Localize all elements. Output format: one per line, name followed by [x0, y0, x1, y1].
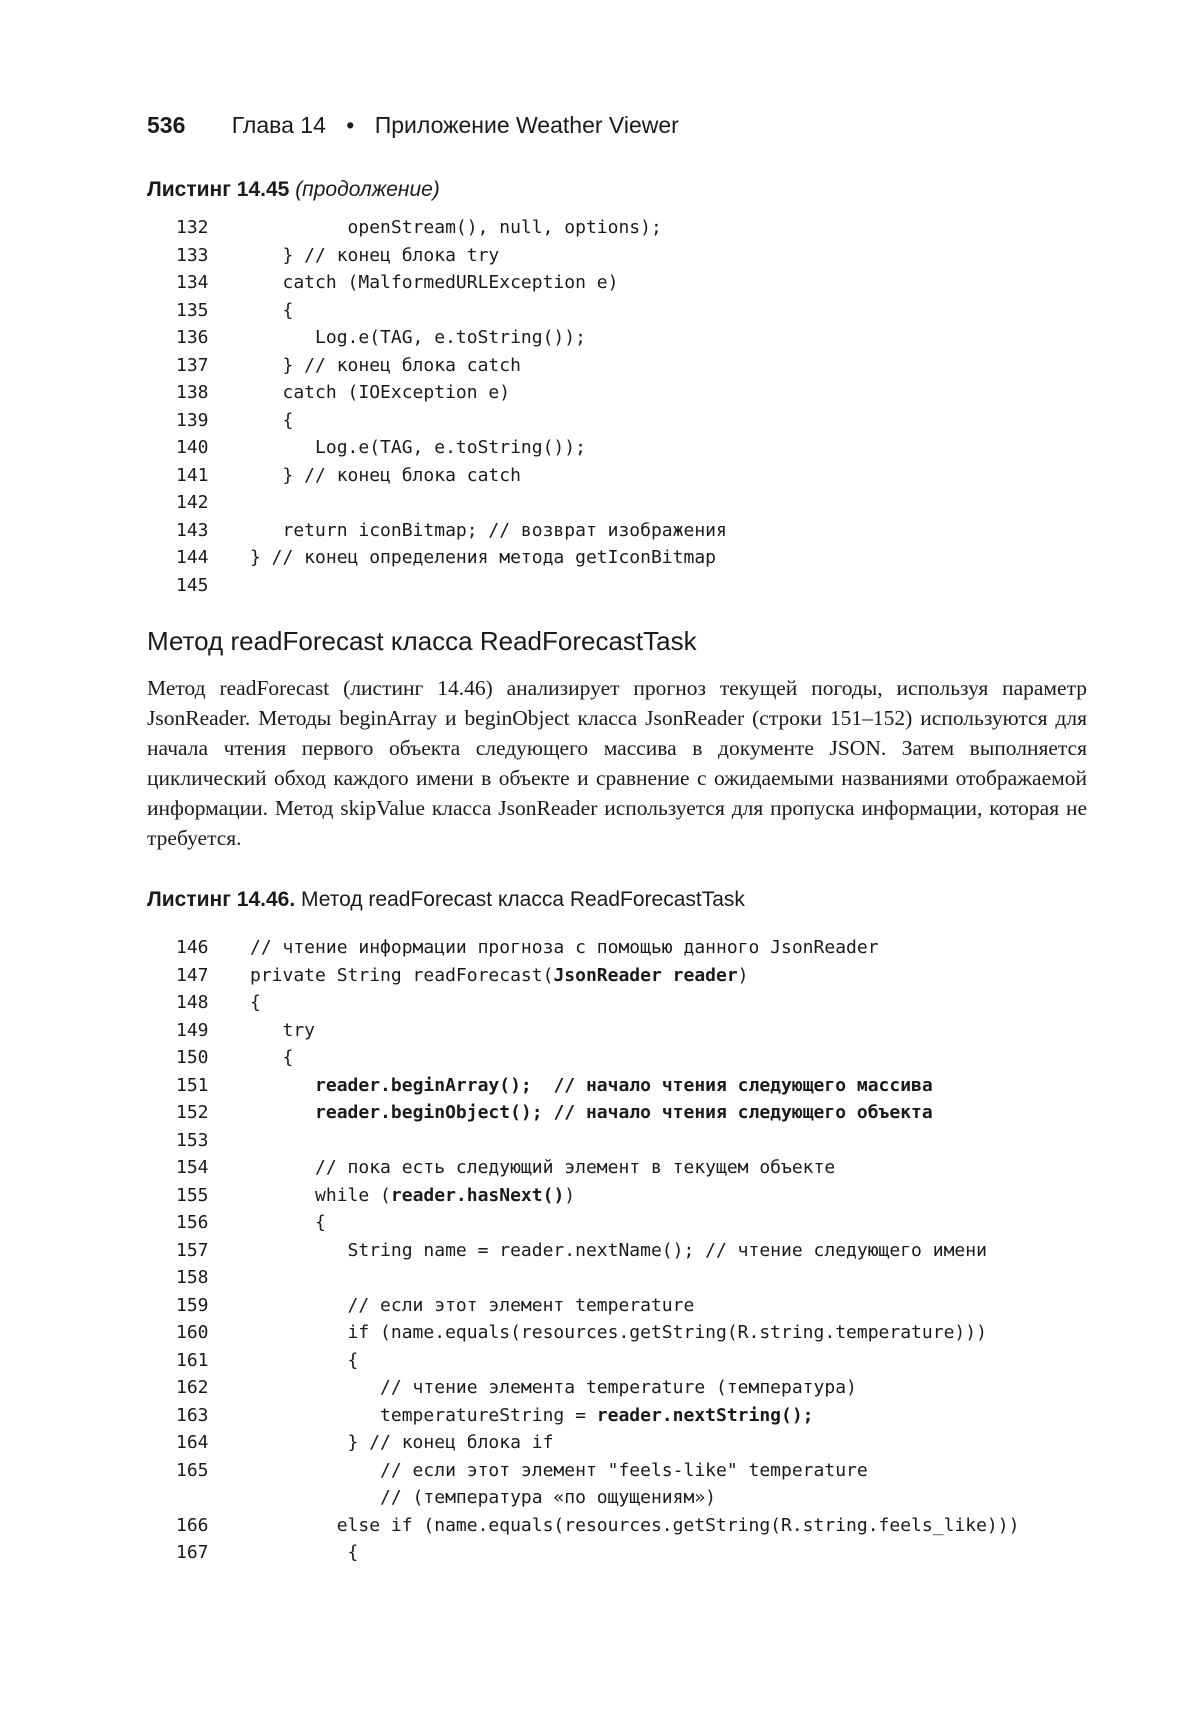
code-text: { [250, 1542, 359, 1563]
line-number: 145 [176, 574, 209, 596]
line-number: 139 [176, 409, 209, 431]
line-number: 151 [176, 1074, 209, 1096]
page-number: 536 [147, 112, 186, 138]
line-number: 135 [176, 299, 209, 321]
code-text: Log.e(TAG, e.toString()); [250, 327, 586, 348]
line-number: 163 [176, 1404, 209, 1426]
listing-title: Метод readForecast класса ReadForecastTask [301, 888, 745, 911]
listing-caption-14-46 [147, 888, 745, 912]
line-number: 164 [176, 1432, 209, 1453]
code-listing-14-46 [0, 934, 1200, 1567]
code-text: { [250, 1349, 359, 1371]
code-text [250, 1072, 933, 1100]
code-highlight: reader.beginArray(); // начало чтения следующего массива [315, 1074, 933, 1096]
listing-note: (продолжение) [295, 178, 440, 201]
code-line [0, 1374, 1200, 1402]
page-header [147, 112, 679, 139]
code-text: } // конец блока if [250, 1432, 554, 1453]
code-line [0, 1099, 1200, 1127]
code-line [0, 1402, 1200, 1430]
code-line [0, 407, 1200, 435]
line-number: 162 [176, 1377, 209, 1398]
line-number: 155 [176, 1184, 209, 1206]
line-number: 144 [176, 547, 209, 568]
line-number: 133 [176, 244, 209, 266]
code-text: // если этот элемент "feels-like" temperature [250, 1459, 868, 1481]
line-number: 152 [176, 1102, 209, 1123]
line-number: 167 [176, 1542, 209, 1563]
line-number: 138 [176, 382, 209, 403]
code-text: } // конец блока catch [250, 464, 521, 486]
code-line [0, 1457, 1200, 1485]
code-line [0, 1319, 1200, 1347]
line-number: 134 [176, 272, 209, 293]
code-line [0, 1292, 1200, 1320]
code-text: return iconBitmap; // возврат изображения [250, 519, 727, 541]
code-text [250, 1099, 933, 1127]
code-text: // (температура «по ощущениям») [250, 1487, 716, 1508]
code-line [0, 462, 1200, 490]
line-number: 159 [176, 1294, 209, 1316]
code-text: Log.e(TAG, e.toString()); [250, 437, 586, 458]
code-text: while (reader.hasNext()) [250, 1184, 576, 1206]
listing-caption-14-45 [147, 178, 440, 202]
code-line [0, 517, 1200, 545]
line-number: 148 [176, 992, 209, 1013]
code-line [0, 1017, 1200, 1045]
code-line [0, 1209, 1200, 1237]
code-text: else if (name.equals(resources.getString(R.string.feels_like))) [250, 1514, 1020, 1536]
code-line [0, 379, 1200, 407]
code-text: try [250, 1019, 316, 1041]
code-line [0, 242, 1200, 270]
code-line [0, 1264, 1200, 1292]
code-text: { [250, 299, 294, 321]
code-highlight: reader.hasNext() [390, 1184, 565, 1206]
code-text: catch (IOException e) [250, 382, 511, 403]
code-line [0, 324, 1200, 352]
code-text: // чтение элемента temperature (температура) [250, 1377, 857, 1398]
line-number: 160 [176, 1322, 209, 1343]
line-number: 146 [176, 937, 209, 958]
line-number: 150 [176, 1047, 209, 1068]
code-text: // чтение информации прогноза с помощью данного JsonReader [250, 937, 879, 958]
section-title: Метод readForecast класса ReadForecastTask [147, 626, 697, 656]
code-line [0, 962, 1200, 990]
code-line [0, 1429, 1200, 1457]
code-text: { [250, 1212, 326, 1233]
line-number: 142 [176, 492, 209, 513]
code-text: // если этот элемент temperature [250, 1294, 695, 1316]
line-number: 154 [176, 1157, 209, 1178]
code-text: { [250, 409, 294, 431]
code-line [0, 572, 1200, 600]
line-number: 166 [176, 1514, 209, 1536]
code-text: } // конец определения метода getIconBitmap [250, 547, 716, 568]
code-line [0, 544, 1200, 572]
code-line [0, 1347, 1200, 1375]
code-text: } // конец блока catch [250, 354, 521, 376]
code-text: private String readForecast(JsonReader reader) [250, 964, 749, 986]
code-line [0, 1512, 1200, 1540]
code-line [0, 352, 1200, 380]
line-number: 165 [176, 1459, 209, 1481]
code-text: catch (MalformedURLException e) [250, 272, 619, 293]
code-line [0, 434, 1200, 462]
code-highlight: JsonReader reader [553, 964, 738, 986]
line-number: 140 [176, 437, 209, 458]
line-number: 136 [176, 327, 209, 348]
code-text: { [250, 992, 261, 1013]
line-number: 132 [176, 217, 209, 238]
code-line [0, 1044, 1200, 1072]
code-line [0, 297, 1200, 325]
code-highlight: reader.beginObject(); // начало чтения следующего объекта [315, 1102, 933, 1123]
code-text: { [250, 1047, 294, 1068]
chapter-label: Глава 14 [231, 112, 326, 138]
code-line [0, 1072, 1200, 1100]
code-text: String name = reader.nextName(); // чтение следующего имени [250, 1239, 987, 1261]
code-text: // пока есть следующий элемент в текущем объекте [250, 1157, 836, 1178]
code-line [0, 934, 1200, 962]
code-line [0, 1539, 1200, 1567]
line-number: 137 [176, 354, 209, 376]
listing-label: Листинг 14.45 [147, 178, 290, 201]
code-listing-14-45 [0, 214, 1200, 599]
line-number: 158 [176, 1267, 209, 1288]
code-line [0, 989, 1200, 1017]
line-number: 147 [176, 964, 209, 986]
line-number: 161 [176, 1349, 209, 1371]
book-title: Приложение Weather Viewer [374, 112, 679, 138]
body-paragraph: Метод readForecast (листинг 14.46) анализирует прогноз текущей погоды, используя параметр JsonReader. Методы beginArray и beginObject класса JsonReader (строки 151–152) используются для начала чтения первого объекта следующего массива в документе JSON. Затем выполняется циклический обход каждого имени в объекте и сравнение с ожидаемыми названиями отображаемой информации. Метод skipValue класса JsonReader используется для пропуска информации, которая не требуется. [147, 676, 1087, 850]
code-line [0, 1154, 1200, 1182]
code-line [0, 1182, 1200, 1210]
code-line [0, 1127, 1200, 1155]
listing-label: Листинг 14.46. [147, 888, 296, 911]
code-line [0, 489, 1200, 517]
code-line [0, 1484, 1200, 1512]
code-line [0, 214, 1200, 242]
code-highlight: reader.nextString(); [596, 1404, 814, 1426]
code-text: if (name.equals(resources.getString(R.string.temperature))) [250, 1322, 987, 1343]
line-number: 156 [176, 1212, 209, 1233]
code-text: openStream(), null, options); [250, 217, 662, 238]
line-number: 153 [176, 1129, 209, 1151]
line-number: 157 [176, 1239, 209, 1261]
code-line [0, 269, 1200, 297]
line-number: 143 [176, 519, 209, 541]
code-text: temperatureString = reader.nextString(); [250, 1404, 814, 1426]
code-text: } // конец блока try [250, 244, 500, 266]
line-number: 141 [176, 464, 209, 486]
line-number: 149 [176, 1019, 209, 1041]
header-bullet: • [346, 112, 355, 138]
code-line [0, 1237, 1200, 1265]
